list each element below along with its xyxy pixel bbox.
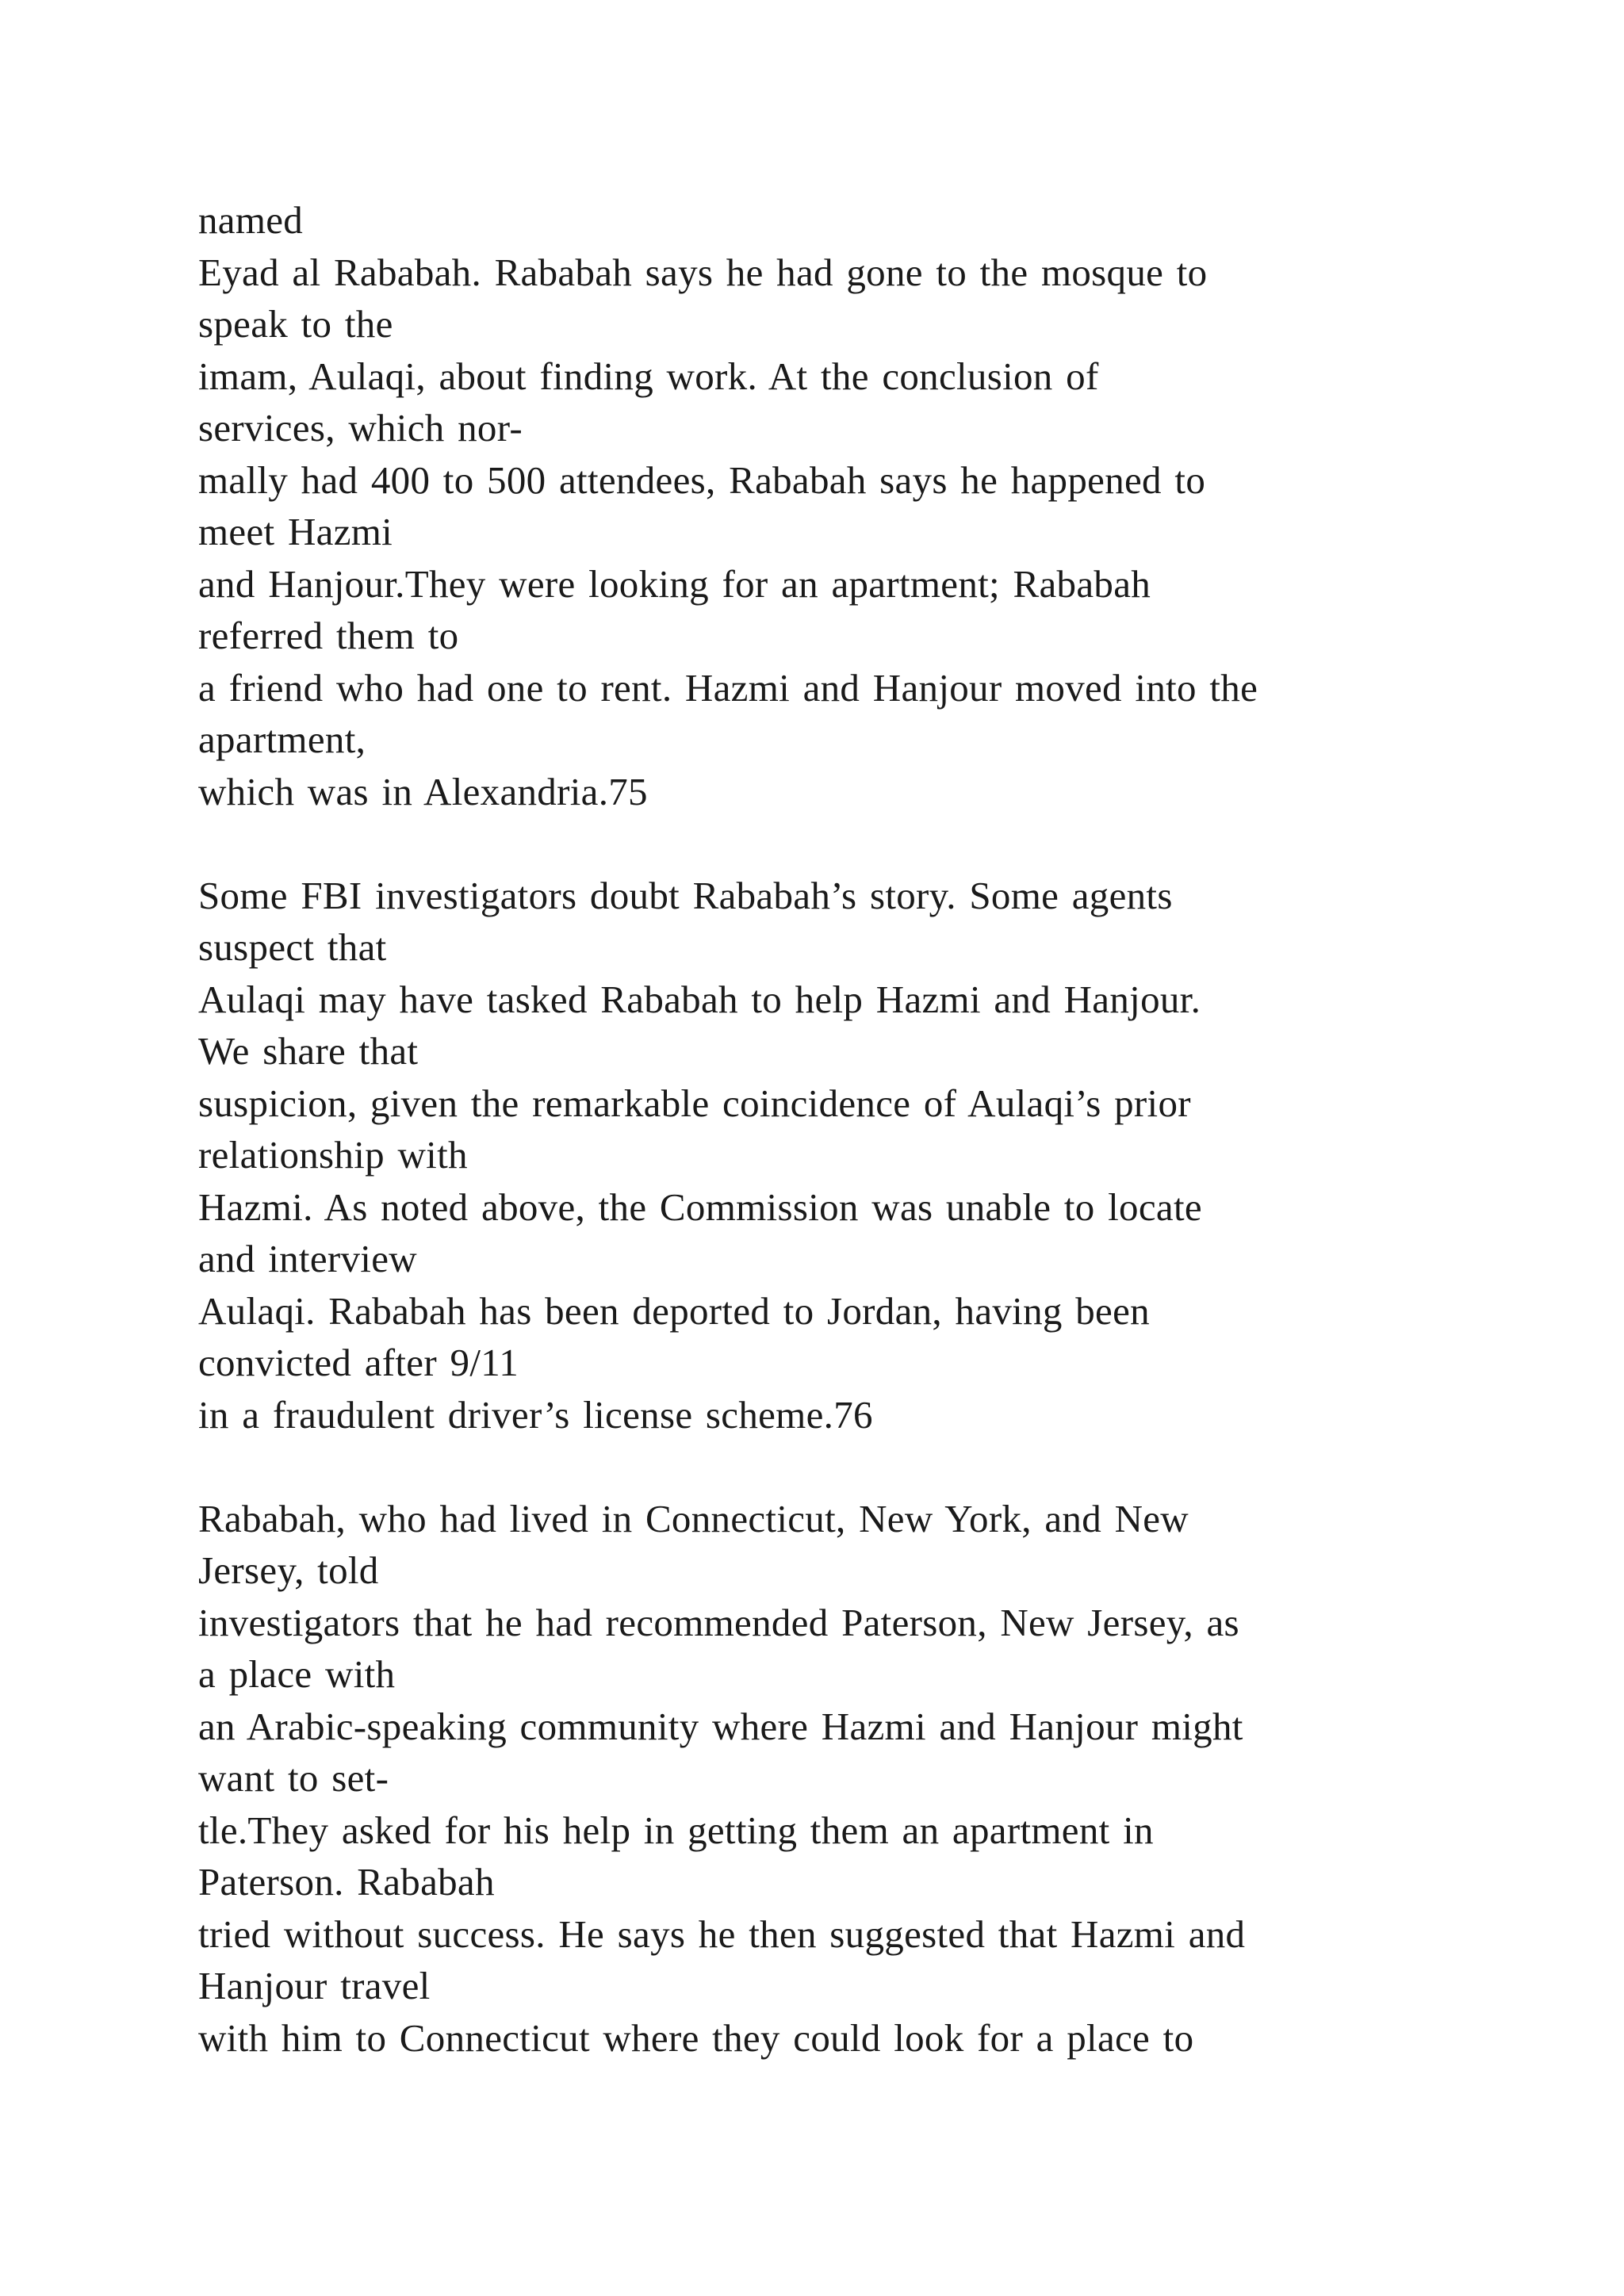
text-line: apartment, (198, 718, 366, 761)
text-line: investigators that he had recommended Paterson, New Jersey, as (198, 1600, 1239, 1644)
text-line: Eyad al Rababah. Rababah says he had gone to the mosque to (198, 250, 1208, 294)
paragraph-break (198, 1441, 1499, 1493)
text-line: suspicion, given the remarkable coincidence of Aulaqi’s prior (198, 1081, 1191, 1125)
text-line: meet Hazmi (198, 510, 393, 553)
paragraph-1 (198, 194, 1499, 817)
text-line: speak to the (198, 302, 393, 346)
paragraph-3 (198, 1493, 1499, 2064)
paragraph-2 (198, 870, 1499, 1441)
text-line: relationship with (198, 1133, 468, 1177)
text-line: suspect that (198, 925, 387, 969)
text-line: Hazmi. As noted above, the Commission was unable to locate (198, 1184, 1202, 1229)
text-line: want to set- (198, 1756, 389, 1800)
text-line: referred them to (198, 614, 459, 657)
text-line: and interview (198, 1237, 417, 1280)
text-line: imam, Aulaqi, about finding work. At the conclusion of (198, 354, 1099, 398)
text-line: tried without success. He says he then suggested that Hazmi and (198, 1911, 1246, 1956)
text-line: We share that (198, 1029, 419, 1073)
text-line: convicted after 9/11 (198, 1341, 519, 1384)
text-line: Jersey, told (198, 1548, 379, 1592)
text-line: in a fraudulent driver’s license scheme.76 (198, 1392, 873, 1437)
text-line: an Arabic-speaking community where Hazmi and Hanjour might (198, 1704, 1243, 1748)
text-line: services, which nor- (198, 406, 523, 450)
text-line: mally had 400 to 500 attendees, Rababah says he happened to (198, 457, 1206, 502)
text-line: with him to Connecticut where they could look for a place to (198, 2015, 1194, 2060)
text-line: Some FBI investigators doubt Rababah’s story. Some agents (198, 873, 1173, 917)
text-line: Aulaqi. Rababah has been deported to Jordan, having been (198, 1288, 1150, 1333)
text-line: named (198, 198, 304, 242)
text-line: Hanjour travel (198, 1964, 431, 2007)
document-page (198, 194, 1499, 2064)
paragraph-break (198, 817, 1499, 870)
text-line: which was in Alexandria.75 (198, 769, 648, 813)
text-line: Paterson. Rababah (198, 1860, 495, 1904)
text-line: and Hanjour.They were looking for an apartment; Rababah (198, 561, 1151, 606)
text-line: Rababah, who had lived in Connecticut, New York, and New (198, 1496, 1189, 1540)
text-line: a friend who had one to rent. Hazmi and Hanjour moved into the (198, 665, 1258, 710)
text-line: tle.They asked for his help in getting them an apartment in (198, 1808, 1154, 1852)
text-line: Aulaqi may have tasked Rababah to help Hazmi and Hanjour. (198, 977, 1201, 1021)
text-line: a place with (198, 1652, 396, 1696)
